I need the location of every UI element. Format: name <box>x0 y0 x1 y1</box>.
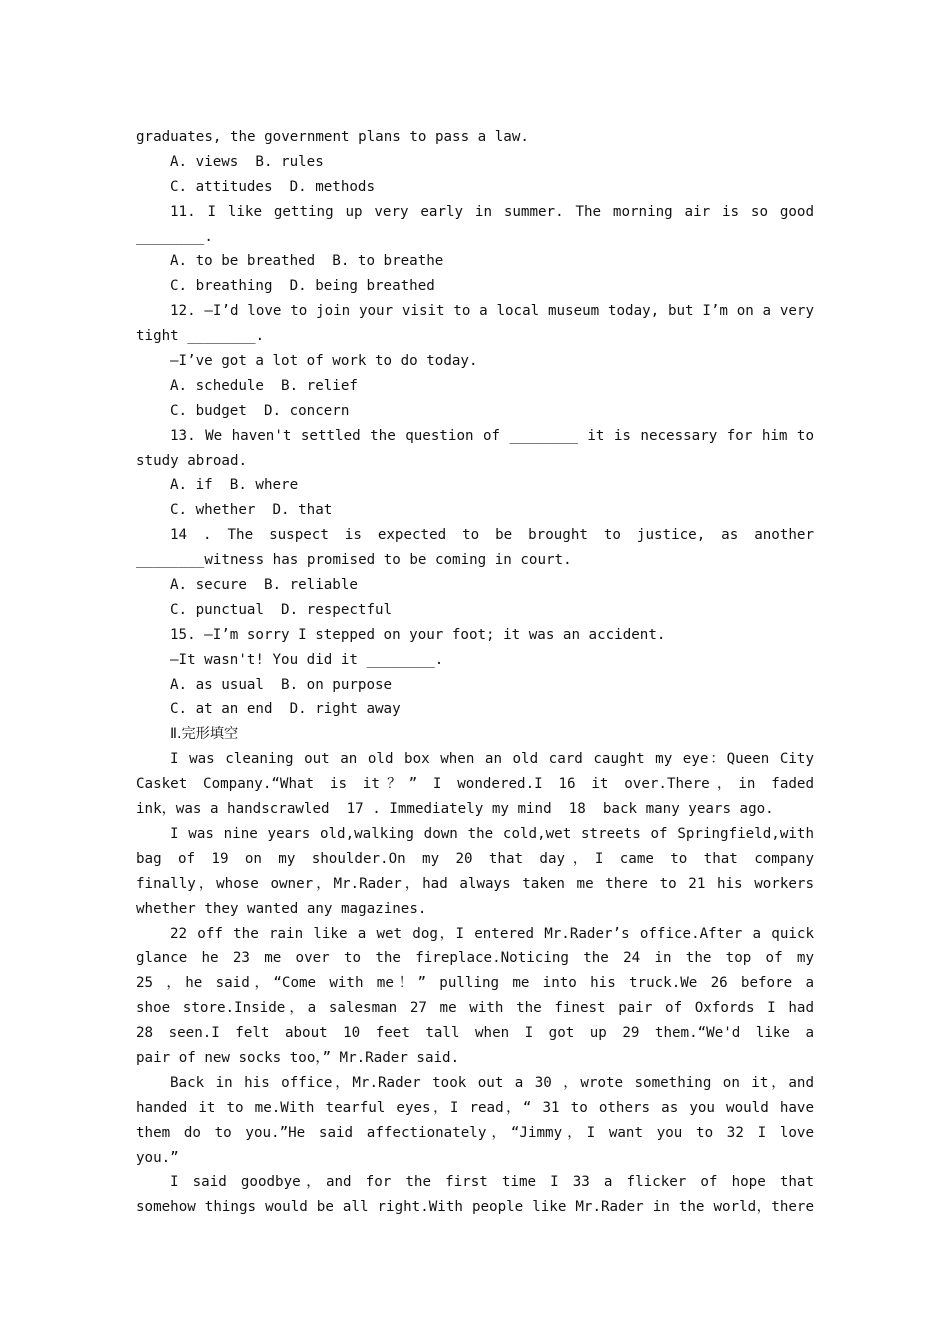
passage-line: glance he 23 me over to the fireplace.Noticing the 24 in the top of my <box>136 950 814 967</box>
passage-line: them do to you.”He said affectionately，“Jimmy，I want you to 32 I love <box>136 1124 814 1141</box>
text-line: graduates, the government plans to pass a law. <box>136 129 529 145</box>
passage-line: whether they wanted any magazines. <box>136 900 427 917</box>
option-line: A. schedule B. relief <box>170 377 358 394</box>
passage-line: pair of new socks too，” Mr.Rader said. <box>136 1049 460 1066</box>
option-line: C. breathing D. being breathed <box>170 278 435 295</box>
option-line: C. attitudes D. methods <box>170 178 375 195</box>
option-line: C. budget D. concern <box>170 402 350 419</box>
passage-line: shoe store.Inside，a salesman 27 me with the finest pair of Oxfords I had <box>136 1000 814 1017</box>
option-line: A. if B. where <box>170 477 299 494</box>
question-13-line1: 13. We haven't settled the question of ________ it is necessary for him to <box>170 427 814 444</box>
question-12-line2: tight ________. <box>136 328 265 345</box>
option-line: A. to be breathed B. to breathe <box>170 253 444 270</box>
passage-line: ink，was a handscrawled 17 . Immediately my mind 18 back many years ago. <box>136 801 774 818</box>
question-12-line1: 12. —I’d love to join your visit to a local museum today, but I’m on a very <box>170 303 814 320</box>
passage-line: Back in his office，Mr.Rader took out a 30 ，wrote something on it，and <box>170 1074 814 1091</box>
passage-line: 28 seen.I felt about 10 feet tall when I got up 29 them.“We'd like a <box>136 1025 814 1042</box>
document-page <box>136 125 814 1220</box>
section-heading: Ⅱ.完形填空 <box>170 726 239 743</box>
option-line: A. secure B. reliable <box>170 577 358 594</box>
question-13-line2: study abroad. <box>136 452 248 469</box>
question-11-line1: 11. I like getting up very early in summer. The morning air is so good <box>170 203 814 220</box>
dialogue-line: —I’ve got a lot of work to do today. <box>170 353 478 370</box>
question-14-line1: 14 . The suspect is expected to be brought to justice, as another <box>170 527 814 544</box>
option-line: A. as usual B. on purpose <box>170 676 393 693</box>
passage-line: I was cleaning out an old box when an old card caught my eye：Queen City <box>170 751 814 768</box>
option-line: A. views B. rules <box>170 153 324 170</box>
passage-line: 22 off the rain like a wet dog，I entered Mr.Rader’s office.After a quick <box>170 925 814 942</box>
passage-line: 25 ，he said，“Come with me！” pulling me into his truck.We 26 before a <box>136 975 814 992</box>
passage-line: bag of 19 on my shoulder.On my 20 that day，I came to that company <box>136 850 814 867</box>
passage-line: I said goodbye，and for the first time I 33 a flicker of hope that <box>170 1174 814 1191</box>
question-15-line1: 15. —I’m sorry I stepped on your foot; it was an accident. <box>170 626 666 643</box>
passage-line: Casket Company.“What is it？” I wondered.I 16 it over.There，in faded <box>136 776 814 793</box>
question-11-line2: ________. <box>136 228 213 245</box>
passage-line: finally，whose owner，Mr.Rader，had always taken me there to 21 his workers <box>136 875 814 892</box>
option-line: C. punctual D. respectful <box>170 601 393 618</box>
passage-line: somehow things would be all right.With people like Mr.Rader in the world，there <box>136 1199 814 1216</box>
passage-line: you.” <box>136 1149 179 1166</box>
option-line: C. at an end D. right away <box>170 701 401 718</box>
option-line: C. whether D. that <box>170 502 333 519</box>
dialogue-line: —It wasn't! You did it ________. <box>170 651 444 668</box>
passage-line: handed it to me.With tearful eyes，I read，“ 31 to others as you would have <box>136 1099 814 1116</box>
passage-line: I was nine years old,walking down the cold,wet streets of Springfield,with <box>170 825 814 842</box>
question-14-line2: ________witness has promised to be coming in court. <box>136 552 572 569</box>
